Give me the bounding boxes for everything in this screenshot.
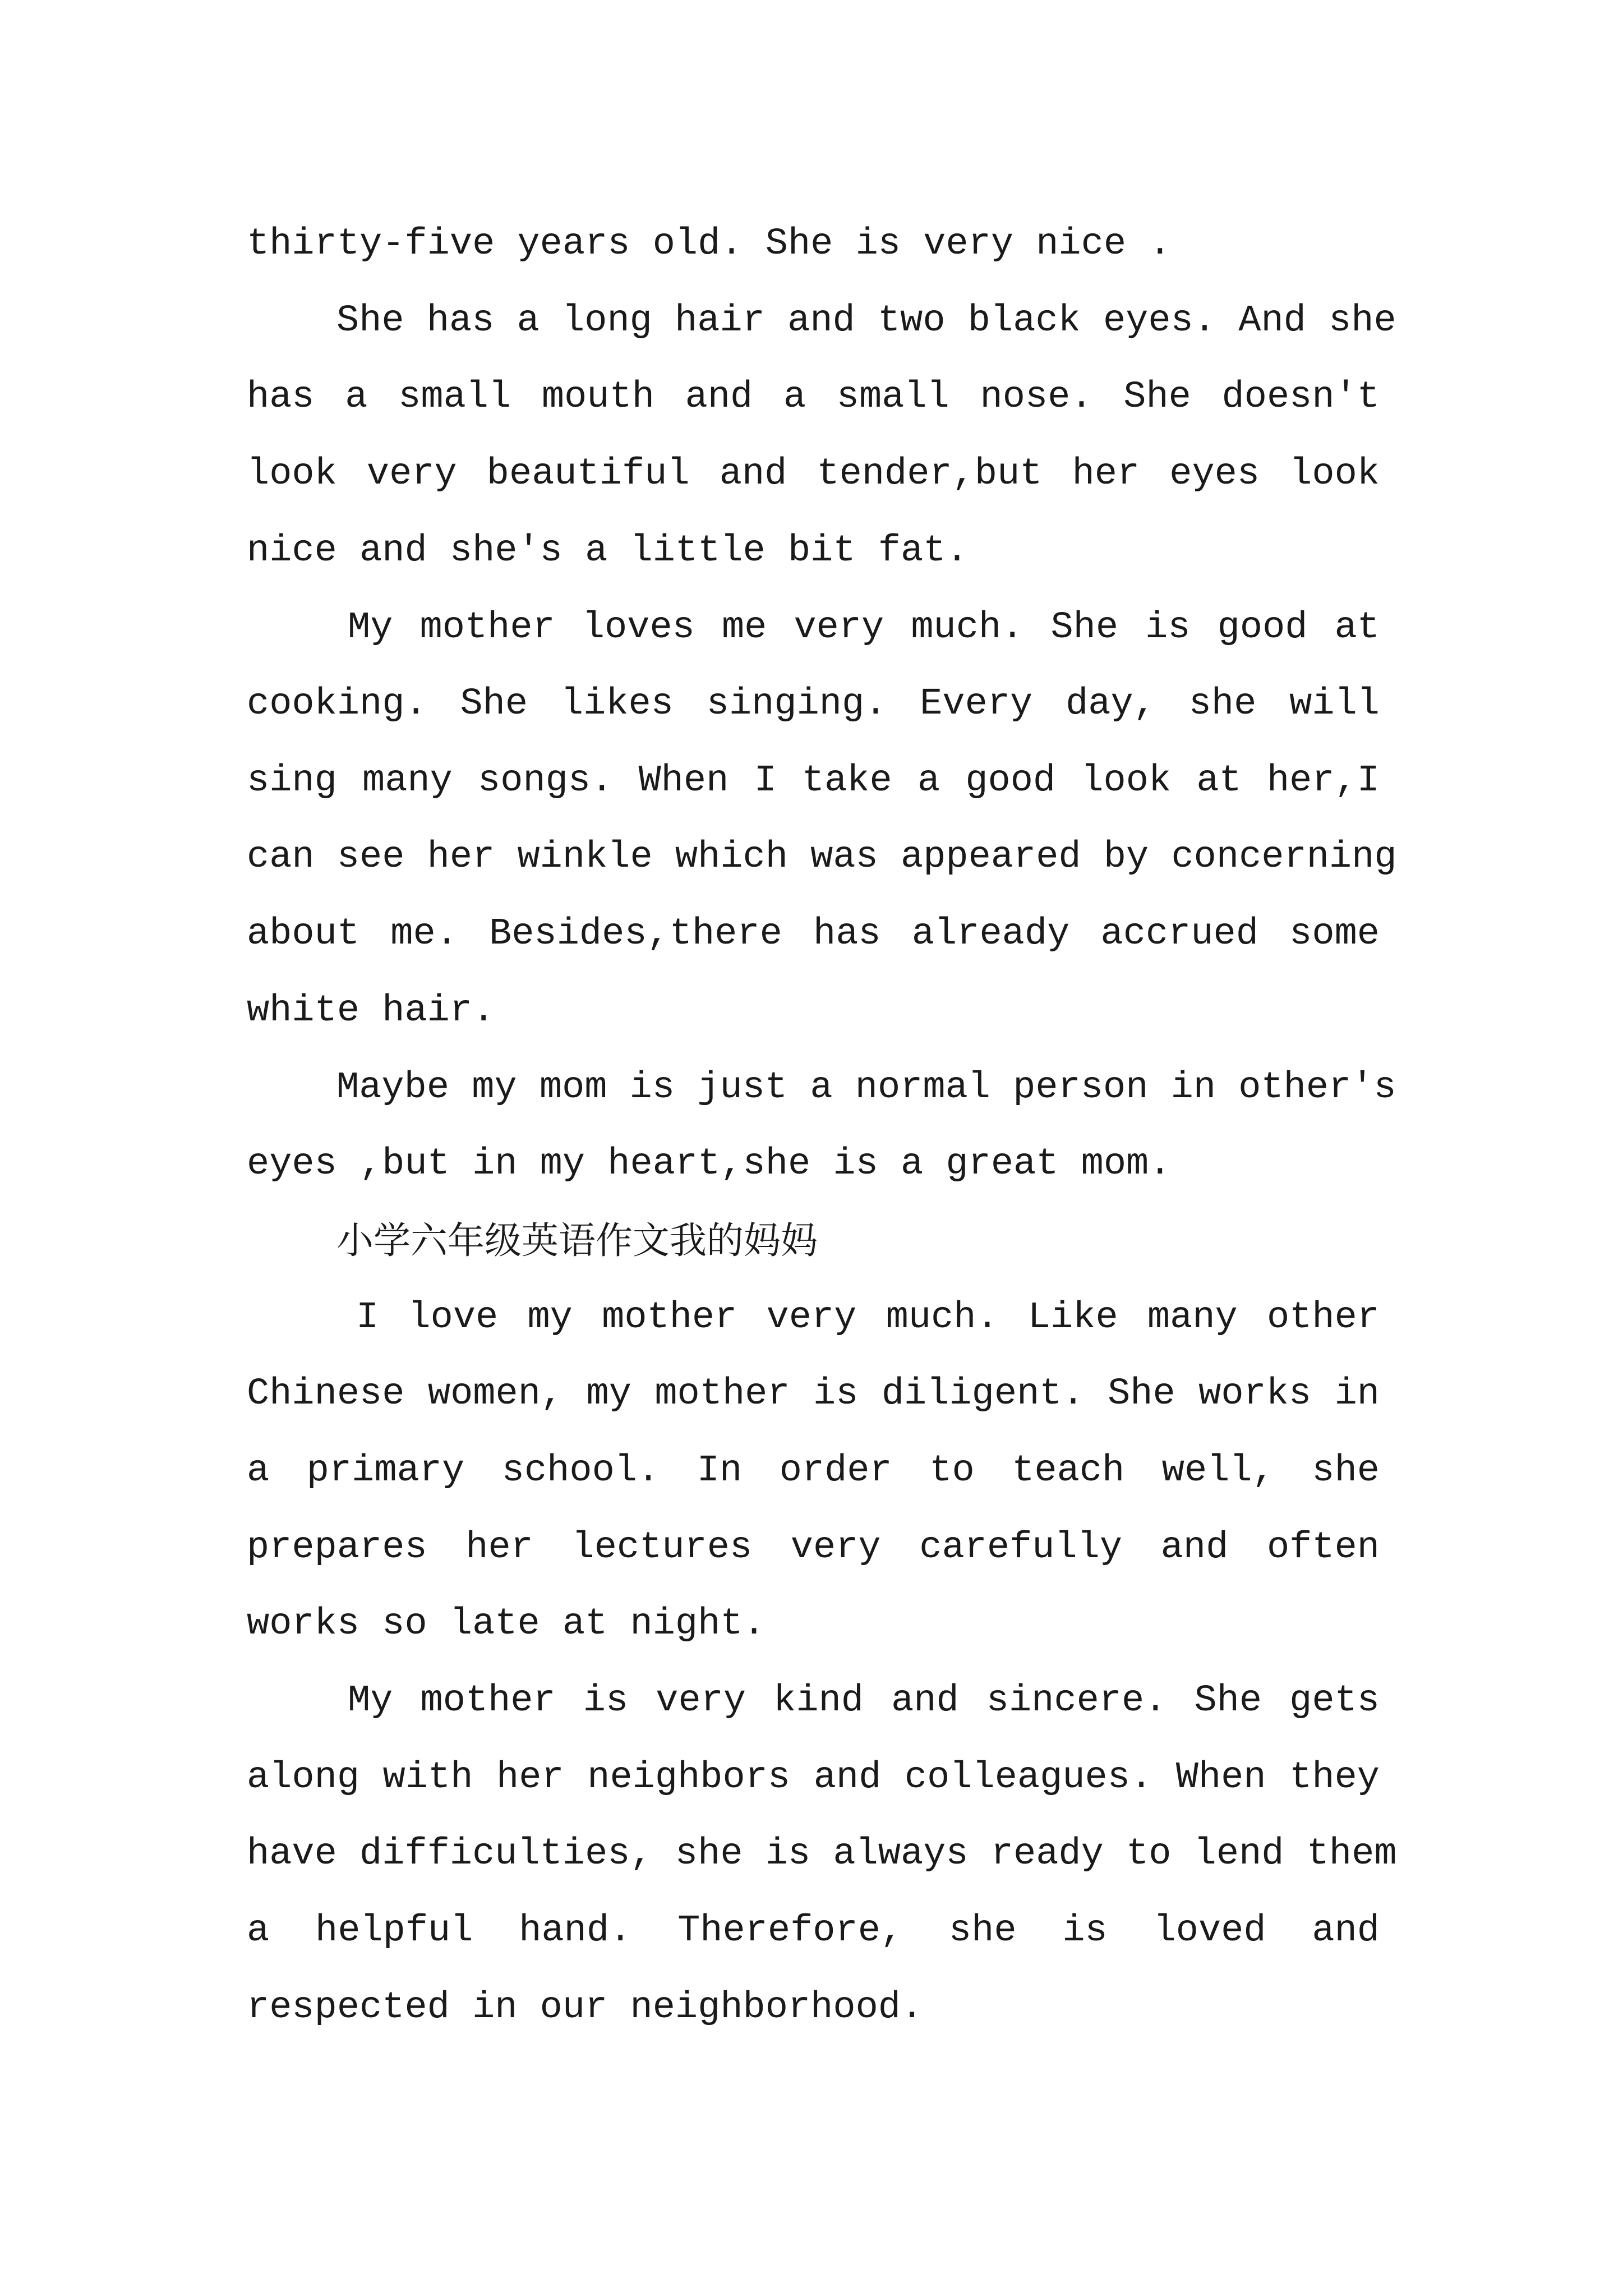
text-line: Chinese women, my mother is diligent. She works in <box>247 1373 1380 1415</box>
text-line: works so late at night. <box>247 1603 766 1645</box>
text-line: a primary school. In order to teach well, she <box>247 1450 1380 1492</box>
text-line: sing many songs. When I take a good look at her,I <box>247 760 1380 802</box>
text-line: She has a long hair and two black eyes. And she <box>336 300 1396 342</box>
text-line: along with her neighbors and colleagues. When they <box>247 1756 1380 1799</box>
text-line: a helpful hand. Therefore, she is loved and <box>247 1910 1380 1952</box>
text-line: about me. Besides,there has already accrued some <box>247 913 1380 955</box>
text-line: My mother is very kind and sincere. She gets <box>348 1680 1380 1722</box>
text-line: look very beautiful and tender,but her eyes look <box>247 453 1380 495</box>
text-line: I love my mother very much. Like many other <box>356 1296 1380 1339</box>
text-line: has a small mouth and a small nose. She doesn't <box>247 376 1380 418</box>
text-line: cooking. She likes singing. Every day, she will <box>247 683 1380 725</box>
text-line: prepares her lectures very carefully and often <box>247 1526 1380 1569</box>
text-line: have difficulties, she is always ready to lend them <box>247 1833 1397 1875</box>
text-line: Maybe my mom is just a normal person in other's <box>336 1066 1396 1109</box>
text-line: nice and she's a little bit fat. <box>247 530 969 572</box>
text-line: white hair. <box>247 990 495 1032</box>
text-line: respected in our neighborhood. <box>247 1986 924 2029</box>
text-line: eyes ,but in my heart,she is a great mom. <box>247 1143 1172 1185</box>
text-line: can see her winkle which was appeared by concerning <box>247 836 1397 878</box>
text-line: My mother loves me very much. She is good at <box>348 606 1380 649</box>
section-heading: 小学六年级英语作文我的妈妈 <box>336 1219 818 1262</box>
text-line: thirty-five years old. She is very nice . <box>247 223 1172 265</box>
